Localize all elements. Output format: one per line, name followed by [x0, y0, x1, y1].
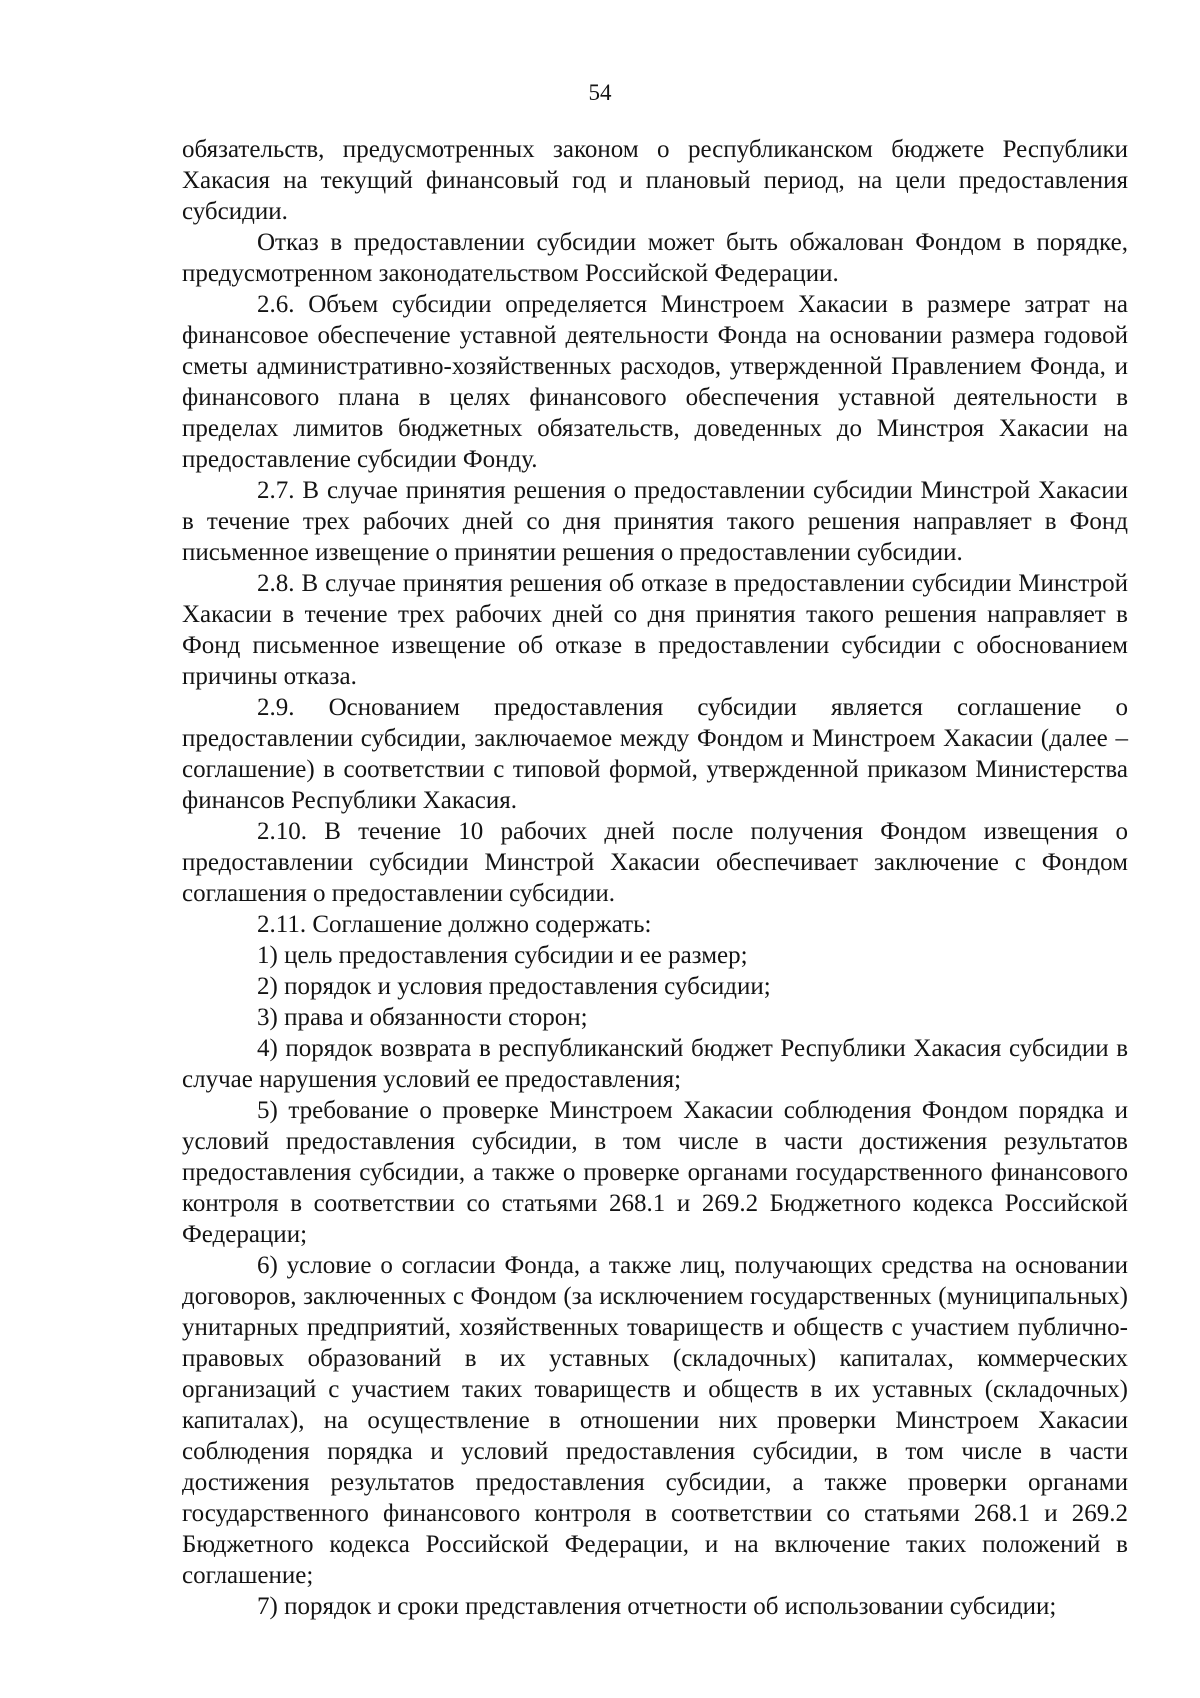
list-item-4: 4) порядок возврата в республиканский бюджет Республики Хакасия субсидии в случае нарушения условий ее предоставления;: [182, 1035, 1128, 1093]
paragraph-2-10: 2.10. В течение 10 рабочих дней после получения Фондом извещения о предоставлении субсидии Минстрой Хакасии обеспечивает заключение с Фондом соглашения о предоставлении субсидии.: [182, 818, 1128, 907]
paragraph-2-11: 2.11. Соглашение должно содержать:: [257, 911, 652, 938]
paragraph-continuation: обязательств, предусмотренных законом о республиканском бюджете Республики Хакасия на текущий финансовый год и плановый период, на цели предоставления субсидии.: [182, 136, 1128, 225]
paragraph-2-9: 2.9. Основанием предоставления субсидии является соглашение о предоставлении субсидии, заключаемое между Фондом и Минстроем Хакасии (далее – соглашение) в соответствии с типовой формой, утвержденной приказом Министерства финансов Республики Хакасия.: [182, 694, 1128, 814]
paragraph-2-8: 2.8. В случае принятия решения об отказе в предоставлении субсидии Минстрой Хакасии в течение трех рабочих дней со дня принятия такого решения направляет в Фонд письменное извещение об отказе в предоставлении субсидии с обоснованием причины отказа.: [182, 570, 1128, 690]
list-item-1: 1) цель предоставления субсидии и ее размер;: [257, 942, 748, 969]
paragraph-appeal: Отказ в предоставлении субсидии может быть обжалован Фондом в порядке, предусмотренном законодательством Российской Федерации.: [182, 229, 1128, 287]
list-item-2: 2) порядок и условия предоставления субсидии;: [257, 973, 771, 1000]
list-item-7: 7) порядок и сроки представления отчетности об использовании субсидии;: [257, 1593, 1057, 1620]
paragraph-2-6: 2.6. Объем субсидии определяется Минстроем Хакасии в размере затрат на финансовое обеспечение уставной деятельности Фонда на основании размера годовой сметы административно-хозяйственных расходов, утвержденной Правлением Фонда, и финансового плана в целях финансового обеспечения уставной деятельности в пределах лимитов бюджетных обязательств, доведенных до Минстроя Хакасии на предоставление субсидии Фонду.: [182, 291, 1128, 473]
list-item-6: 6) условие о согласии Фонда, а также лиц, получающих средства на основании договоров, заключенных с Фондом (за исключением государственных (муниципальных) унитарных предприятий, хозяйственных товариществ и обществ с участием публично-правовых образований в их уставных (складочных) капиталах, коммерческих организаций с участием таких товариществ и обществ в их уставных (складочных) капиталах), на осуществление в отношении них проверки Минстроем Хакасии соблюдения порядка и условий предоставления субсидии, в том числе в части достижения результатов предоставления субсидии, а также проверки органами государственного финансового контроля в соответствии со статьями 268.1 и 269.2 Бюджетного кодекса Российской Федерации, и на включение таких положений в соглашение;: [182, 1252, 1128, 1589]
list-item-5: 5) требование о проверке Минстроем Хакасии соблюдения Фондом порядка и условий предоставления субсидии, в том числе в части достижения результатов предоставления субсидии, а также о проверке органами государственного финансового контроля в соответствии со статьями 268.1 и 269.2 Бюджетного кодекса Российской Федерации;: [182, 1097, 1128, 1248]
paragraph-2-7: 2.7. В случае принятия решения о предоставлении субсидии Минстрой Хакасии в течение трех рабочих дней со дня принятия такого решения направляет в Фонд письменное извещение о принятии решения о предоставлении субсидии.: [182, 477, 1128, 566]
list-item-3: 3) права и обязанности сторон;: [257, 1004, 588, 1031]
page-number: 54: [588, 80, 612, 105]
document-body: [182, 134, 1128, 1622]
